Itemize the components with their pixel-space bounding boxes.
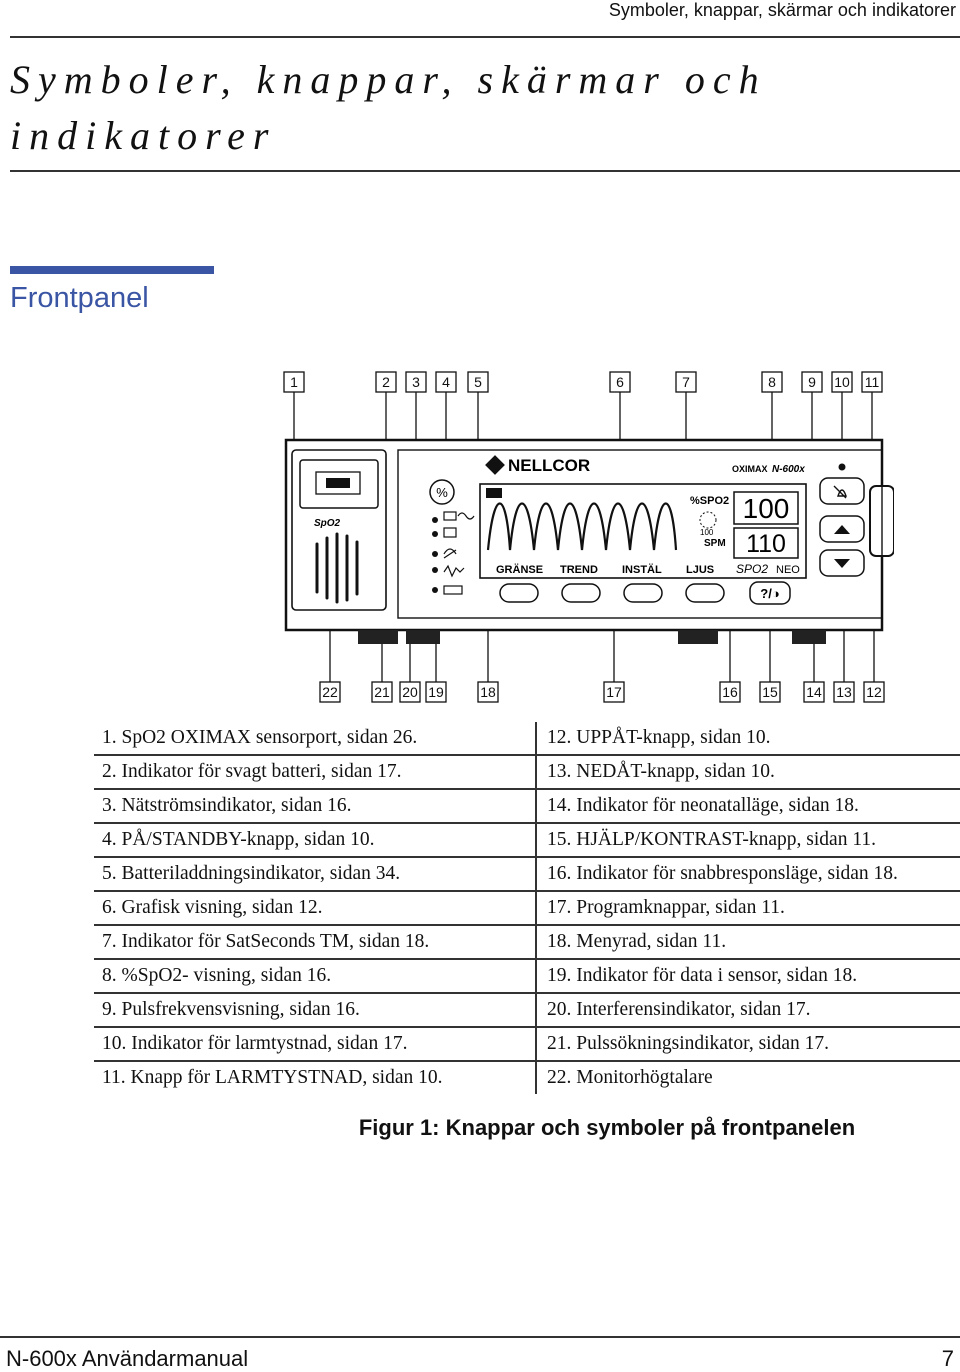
header-rule <box>10 36 960 38</box>
running-header: Symboler, knappar, skärmar och indikatorer <box>608 0 956 20</box>
legend-item: 18. Menyrad, sidan 11. <box>535 926 960 958</box>
legend-row <box>94 824 960 858</box>
legend-row <box>94 892 960 926</box>
legend-item: 16. Indikator för snabbresponsläge, sidan 18. <box>535 858 960 890</box>
help-contrast-label: ?/◑ <box>760 586 780 601</box>
callout-number: 19 <box>428 684 444 700</box>
callout-number: 3 <box>412 374 420 390</box>
legend-row <box>94 756 960 790</box>
legend-item: 5. Batteriladdningsindikator, sidan 34. <box>102 863 401 884</box>
soft-key-2[interactable] <box>562 584 600 602</box>
legend-item: 6. Grafisk visning, sidan 12. <box>102 897 323 918</box>
legend-item: 10. Indikator för larmtystnad, sidan 17. <box>102 1033 408 1054</box>
callout-number: 7 <box>682 374 690 390</box>
soft-key-3[interactable] <box>624 584 662 602</box>
section-title: Frontpanel <box>10 282 149 314</box>
callout-number: 21 <box>374 684 390 700</box>
legend-item: 8. %SpO2- visning, sidan 16. <box>102 965 332 986</box>
menu-item: LJUS <box>686 564 715 576</box>
alarm-silence-button[interactable] <box>820 478 864 504</box>
menu-item: GRÄNSE <box>496 564 544 576</box>
soft-key-4[interactable] <box>686 584 724 602</box>
legend-item: 21. Pulssökningsindikator, sidan 17. <box>535 1028 960 1060</box>
callout-number: 16 <box>722 684 738 700</box>
legend-item: 17. Programknappar, sidan 11. <box>535 892 960 924</box>
footer-manual-title: N-600x Användarmanual <box>6 1346 249 1371</box>
legend-row <box>94 994 960 1028</box>
monitor-body <box>286 440 894 644</box>
legend-row <box>94 960 960 994</box>
callout-number: 1 <box>290 374 298 390</box>
legend-item: 22. Monitorhögtalare <box>535 1062 960 1094</box>
mode-label: SPO2 <box>736 562 769 576</box>
legend-table <box>94 722 960 1094</box>
spo2-label: %SPO2 <box>690 495 730 507</box>
callout-number: 10 <box>834 374 850 390</box>
legend-row <box>94 1028 960 1062</box>
legend-item: 4. PÅ/STANDBY-knapp, sidan 10. <box>102 829 375 850</box>
brand-logo: NELLCOR <box>508 456 591 475</box>
section-accent-bar <box>10 266 214 274</box>
callout-number: 5 <box>474 374 482 390</box>
menu-item: TREND <box>560 564 598 576</box>
spo2-value: 100 <box>742 493 790 524</box>
callout-number: 17 <box>606 684 622 700</box>
legend-row <box>94 722 960 756</box>
callout-number: 4 <box>442 374 450 390</box>
figure-caption: Figur 1: Knappar och symboler på frontpanelen <box>358 1115 856 1140</box>
legend-item: 14. Indikator för neonatalläge, sidan 18. <box>535 790 960 822</box>
oximax-label: OXIMAX <box>732 464 768 474</box>
callout-number: 22 <box>322 684 338 700</box>
legend-item: 15. HJÄLP/KONTRAST-knapp, sidan 11. <box>535 824 960 856</box>
callout-number: 13 <box>836 684 852 700</box>
legend-item: 19. Indikator för data i sensor, sidan 18. <box>535 960 960 992</box>
title-rule <box>10 170 960 172</box>
footer-rule <box>0 1336 960 1338</box>
neo-label: NEO <box>776 564 800 576</box>
legend-item: 20. Interferensindikator, sidan 17. <box>535 994 960 1026</box>
legend-item: 3. Nätströmsindikator, sidan 16. <box>102 795 352 816</box>
legend-item: 12. UPPÅT-knapp, sidan 10. <box>535 722 960 754</box>
svg-text:%: % <box>436 485 448 500</box>
legend-row <box>94 790 960 824</box>
legend-item: 9. Pulsfrekvensvisning, sidan 16. <box>102 999 360 1020</box>
legend-item: 7. Indikator för SatSeconds TM, sidan 18. <box>102 931 430 952</box>
callout-number: 14 <box>806 684 822 700</box>
legend-item: 1. SpO2 OXIMAX sensorport, sidan 26. <box>102 727 418 748</box>
menu-item: INSTÄL <box>622 564 662 576</box>
pulse-value: 110 <box>746 530 786 558</box>
legend-item: 11. Knapp för LARMTYSTNAD, sidan 10. <box>102 1067 443 1088</box>
callout-number: 11 <box>864 374 880 390</box>
legend-item: 2. Indikator för svagt batteri, sidan 17. <box>102 761 402 782</box>
callout-number: 9 <box>808 374 816 390</box>
alarm-silence-indicator <box>839 464 846 471</box>
callout-number: 15 <box>762 684 778 700</box>
callout-number: 12 <box>866 684 882 700</box>
page-number: 7 <box>941 1346 954 1371</box>
legend-row <box>94 926 960 960</box>
callout-number: 20 <box>402 684 418 700</box>
legend-item: 13. NEDÅT-knapp, sidan 10. <box>535 756 960 788</box>
pulse-label: SPM <box>704 538 726 549</box>
battery-charge-indicator <box>486 488 502 498</box>
model-label: N-600x <box>772 464 805 475</box>
legend-row <box>94 858 960 892</box>
callout-number: 18 <box>480 684 496 700</box>
pulse-hint: 100 <box>700 528 714 537</box>
port-label: SpO2 <box>314 518 341 529</box>
soft-key-1[interactable] <box>500 584 538 602</box>
front-panel-diagram <box>272 368 894 708</box>
legend-row <box>94 1062 960 1094</box>
callout-number: 6 <box>616 374 624 390</box>
callout-number: 2 <box>382 374 390 390</box>
page-title: Symboler, knappar, skärmar och indikatorer <box>10 57 767 158</box>
callout-number: 8 <box>768 374 776 390</box>
